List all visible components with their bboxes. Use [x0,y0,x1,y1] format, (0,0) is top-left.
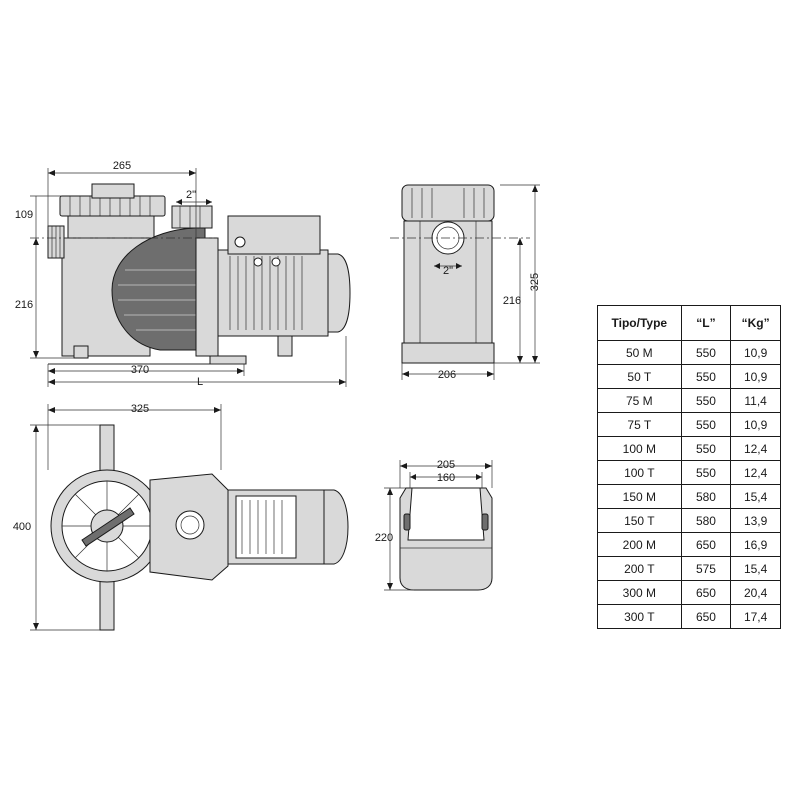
end-view [390,185,541,381]
cell-type: 200 T [598,557,682,581]
cell-weight: 10,9 [731,341,781,365]
dim-plan-height: 400 [12,521,32,533]
table-header-row [598,306,781,341]
cell-length: 650 [681,533,731,557]
plan-view [13,403,348,630]
cell-length: 550 [681,389,731,413]
header-weight: “Kg” [731,306,781,341]
dim-base-height: 220 [374,532,394,544]
spec-table [597,305,781,629]
cell-type: 75 T [598,413,682,437]
cell-length: 580 [681,485,731,509]
dim-end-inlet: 2" [442,265,454,277]
cell-length: 550 [681,341,731,365]
cell-weight: 12,4 [731,461,781,485]
base-view [375,459,492,590]
table-row [598,437,781,461]
cell-length: 580 [681,509,731,533]
table-row [598,461,781,485]
dim-height-side: 216 [14,299,34,311]
cell-length: 650 [681,581,731,605]
cell-length: 575 [681,557,731,581]
cell-weight: 11,4 [731,389,781,413]
cell-weight: 15,4 [731,557,781,581]
cell-type: 200 M [598,533,682,557]
dim-height-top: 109 [14,209,34,221]
header-type: Tipo/Type [598,306,682,341]
table-row [598,581,781,605]
cell-type: 50 T [598,365,682,389]
dim-end-height: 216 [502,295,522,307]
cell-type: 50 M [598,341,682,365]
cell-type: 150 T [598,509,682,533]
table-row [598,557,781,581]
cell-weight: 17,4 [731,605,781,629]
cell-weight: 10,9 [731,365,781,389]
cell-type: 100 M [598,437,682,461]
cell-type: 300 M [598,581,682,605]
table-row [598,413,781,437]
table-row [598,509,781,533]
dim-base-length: 370 [130,364,150,376]
dim-length: L [196,376,204,388]
dim-end-height-total: 325 [529,272,541,292]
header-length: “L” [681,306,731,341]
cell-type: 75 M [598,389,682,413]
table-row [598,485,781,509]
table-row [598,533,781,557]
cell-weight: 13,9 [731,509,781,533]
side-view [15,160,350,388]
dim-top-width: 265 [112,160,132,172]
cell-length: 550 [681,413,731,437]
cell-weight: 10,9 [731,413,781,437]
cell-type: 150 M [598,485,682,509]
dim-end-width: 206 [437,369,457,381]
cell-weight: 12,4 [731,437,781,461]
dim-inlet: 2" [186,189,197,201]
table-row [598,341,781,365]
cell-length: 550 [681,461,731,485]
cell-length: 550 [681,437,731,461]
table-row [598,389,781,413]
cell-weight: 16,9 [731,533,781,557]
dim-plan-width: 325 [130,403,150,415]
cell-type: 300 T [598,605,682,629]
cell-length: 550 [681,365,731,389]
cell-length: 650 [681,605,731,629]
cell-weight: 15,4 [731,485,781,509]
dim-base-outer: 205 [436,459,456,471]
cell-type: 100 T [598,461,682,485]
dim-base-inner: 160 [436,472,456,484]
table-row [598,365,781,389]
table-row [598,605,781,629]
cell-weight: 20,4 [731,581,781,605]
